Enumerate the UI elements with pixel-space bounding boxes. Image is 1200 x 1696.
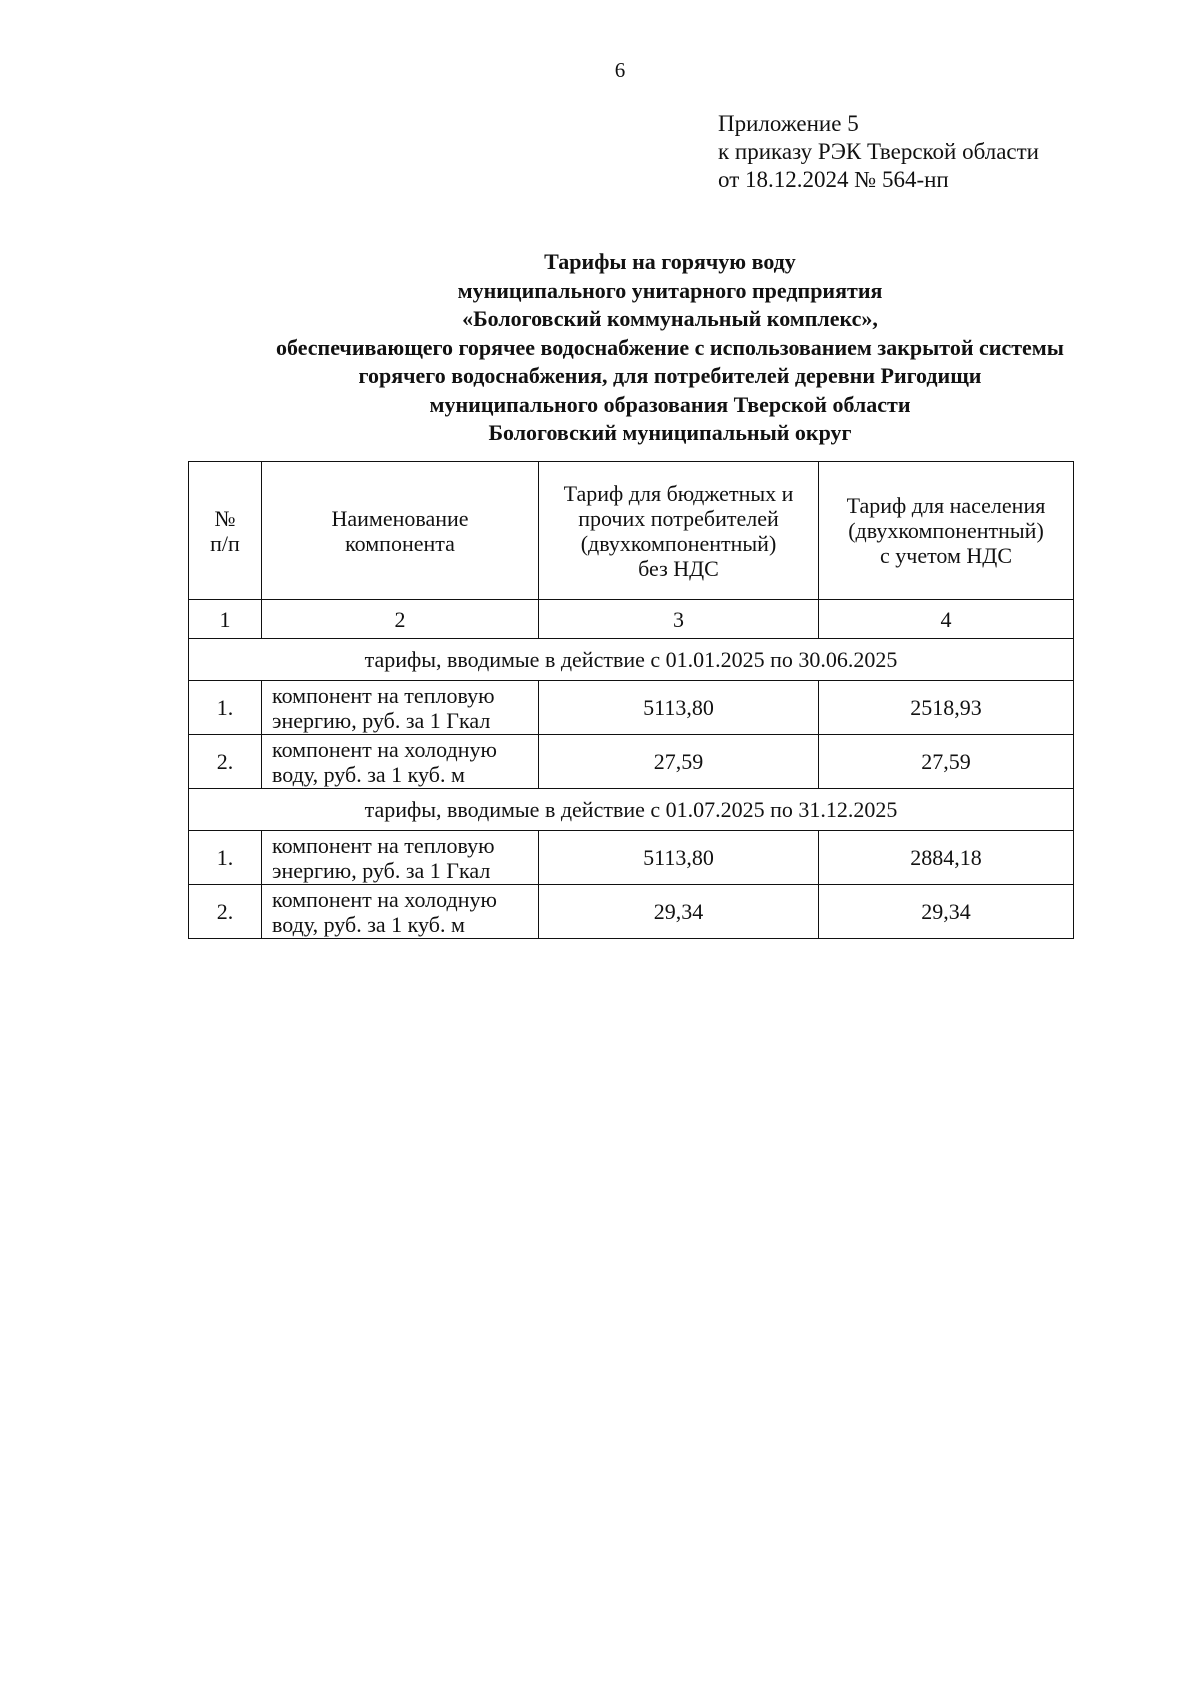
period-title: тарифы, вводимые в действие с 01.01.2025 по 30.06.2025 xyxy=(189,639,1074,681)
population-tariff-value: 29,34 xyxy=(819,885,1074,939)
title-line: муниципального образования Тверской области xyxy=(429,391,911,417)
population-tariff-value: 2518,93 xyxy=(819,681,1074,735)
header-text: п/п xyxy=(210,530,240,556)
header-text: с учетом НДС xyxy=(880,543,1012,568)
component-name-text: компонент на тепловую xyxy=(272,832,495,858)
table-row xyxy=(189,831,1074,885)
budget-tariff-value: 5113,80 xyxy=(539,831,819,885)
row-number: 1. xyxy=(189,831,262,885)
appendix-reference xyxy=(718,110,1039,194)
table-row xyxy=(189,735,1074,789)
header-text: прочих потребителей xyxy=(578,505,779,531)
column-number: 2 xyxy=(262,600,539,639)
title-line: горячего водоснабжения, для потребителей деревни Ригодищи xyxy=(358,363,982,388)
header-text: Наименование xyxy=(331,505,469,531)
title-line: Бологовский муниципальный округ xyxy=(488,420,852,445)
budget-tariff-value: 27,59 xyxy=(539,735,819,789)
header-component-name xyxy=(262,462,539,600)
header-text: № xyxy=(214,505,236,531)
header-text: компонента xyxy=(345,530,455,556)
population-tariff-value: 2884,18 xyxy=(819,831,1074,885)
header-text: (двухкомпонентный) xyxy=(848,518,1044,543)
component-name xyxy=(262,831,539,885)
table-header-row xyxy=(189,462,1074,600)
row-number: 1. xyxy=(189,681,262,735)
budget-tariff-value: 29,34 xyxy=(539,885,819,939)
header-text: (двухкомпонентный) xyxy=(580,530,777,556)
component-name xyxy=(262,681,539,735)
column-number: 1 xyxy=(189,600,262,639)
column-number: 3 xyxy=(539,600,819,639)
title-line: муниципального унитарного предприятия xyxy=(457,277,883,303)
budget-tariff-value: 5113,80 xyxy=(539,681,819,735)
document-title xyxy=(150,248,1190,448)
title-line: «Бологовский коммунальный комплекс», xyxy=(462,306,878,331)
period-title: тарифы, вводимые в действие с 01.07.2025 по 31.12.2025 xyxy=(189,789,1074,831)
title-line: обеспечивающего горячее водоснабжение с использованием закрытой системы xyxy=(276,334,1064,360)
header-text: Тариф для бюджетных и xyxy=(563,480,794,506)
component-name-text: энергию, руб. за 1 Гкал xyxy=(272,707,491,733)
component-name-text: энергию, руб. за 1 Гкал xyxy=(272,857,491,883)
row-number: 2. xyxy=(189,885,262,939)
table-row xyxy=(189,885,1074,939)
component-name-text: компонент на тепловую xyxy=(272,682,495,708)
column-number: 4 xyxy=(819,600,1074,639)
component-name-text: компонент на холодную xyxy=(272,886,497,912)
title-line: Тарифы на горячую воду xyxy=(544,249,796,274)
component-name-text: воду, руб. за 1 куб. м xyxy=(272,911,465,937)
header-population-tariff xyxy=(819,462,1074,600)
component-name xyxy=(262,735,539,789)
column-number-row xyxy=(189,600,1074,639)
header-text: Тариф для населения xyxy=(846,493,1046,518)
component-name-text: воду, руб. за 1 куб. м xyxy=(272,761,465,787)
table-row xyxy=(189,681,1074,735)
tariff-table xyxy=(188,461,1074,939)
period-row xyxy=(189,639,1074,681)
row-number: 2. xyxy=(189,735,262,789)
appendix-line: Приложение 5 xyxy=(718,111,859,136)
component-name xyxy=(262,885,539,939)
component-name-text: компонент на холодную xyxy=(272,736,497,762)
header-budget-tariff xyxy=(539,462,819,600)
period-row xyxy=(189,789,1074,831)
appendix-line: к приказу РЭК Тверской области xyxy=(718,139,1039,164)
appendix-line: от 18.12.2024 № 564-нп xyxy=(718,167,949,192)
header-number xyxy=(189,462,262,600)
header-text: без НДС xyxy=(638,555,719,581)
page-number: 6 xyxy=(614,58,626,82)
population-tariff-value: 27,59 xyxy=(819,735,1074,789)
